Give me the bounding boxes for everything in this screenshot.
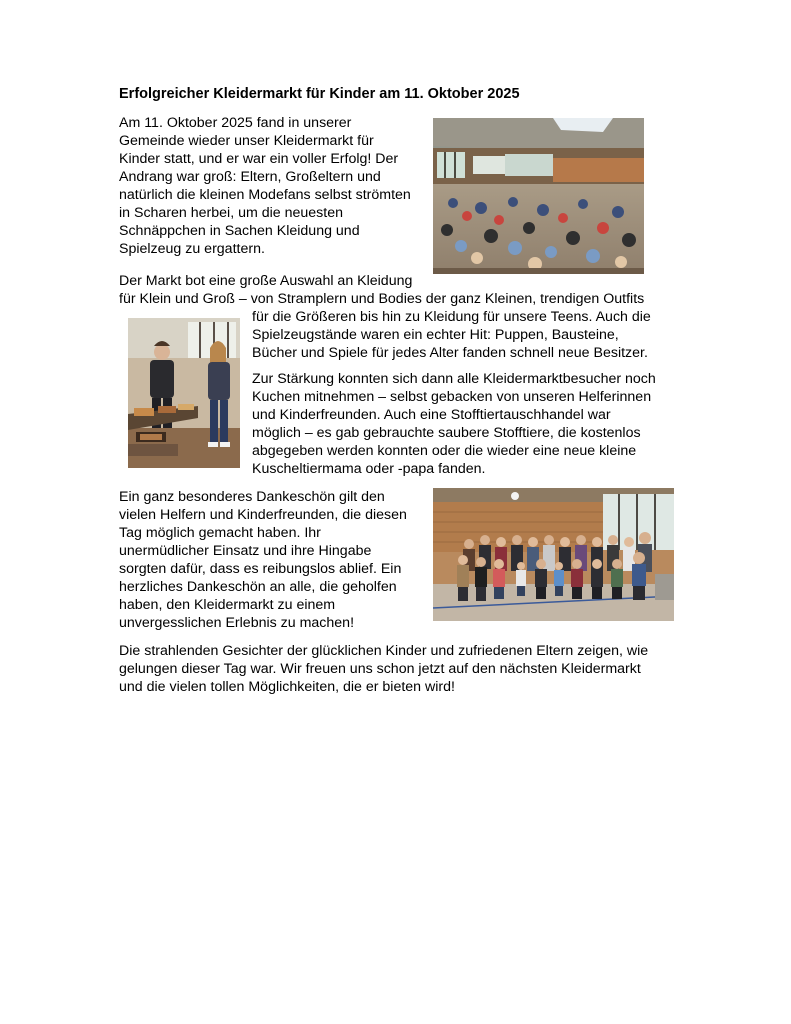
paragraph5-line: Die strahlenden Gesichter der glücklichen Kinder und zufriedenen Eltern zeigen, wie (119, 643, 649, 659)
paragraph1-line: natürlich die kleinen Modefans selbst strömten (119, 187, 411, 203)
paragraph4-line: haben, den Kleidermarkt zu einem (119, 597, 336, 613)
article-title: Erfolgreicher Kleidermarkt für Kinder am 11. Oktober 2025 (119, 86, 520, 102)
paragraph3-line: und Kinderfreunden. Auch eine Stofftiertauschhandel war (252, 407, 611, 423)
paragraph3-line: Kuscheltiermama oder -papa fanden. (252, 461, 486, 477)
paragraph4-line: vielen Helfern und Kinderfreunden, die diesen (119, 507, 407, 523)
paragraph3-line: möglich – es gab gebrauchte saubere Stofftiere, die kostenlos (252, 425, 641, 441)
paragraph5-line: gelungen dieser Tag war. Wir freuen uns schon jetzt auf den nächsten Kleidermarkt (119, 661, 641, 677)
helpers-group-photo (433, 488, 674, 621)
paragraph4-line: unvergesslichen Erlebnis zu machen! (119, 615, 355, 631)
paragraph3-line: Zur Stärkung konnten sich dann alle Kleidermarktbesucher noch (252, 371, 656, 387)
paragraph4-line: sorgten dafür, dass es reibungslos ablief. Ein (119, 561, 402, 577)
paragraph2-line: Bücher und Spiele für jedes Alter fanden schnell neue Besitzer. (252, 345, 648, 361)
paragraph2-line: für die Größeren bis hin zu Kleidung für unsere Teens. Auch die (252, 309, 651, 325)
paragraph1-line: Spielzeug zu ergattern. (119, 241, 265, 257)
paragraph1-line: Andrang war groß: Eltern, Großeltern und (119, 169, 381, 185)
paragraph1-line: in Scharen herbei, um die neuesten (119, 205, 343, 221)
paragraph2-line: Der Markt bot eine große Auswahl an Kleidung (119, 273, 413, 289)
cake-stand-photo (128, 318, 240, 468)
paragraph3-line: Kuchen mitnehmen – selbst gebacken von unseren Helferinnen (252, 389, 652, 405)
paragraph4-line: herzliches Dankeschön an alle, die geholfen (119, 579, 397, 595)
paragraph1-line: Schnäppchen in Sachen Kleidung und (119, 223, 360, 239)
paragraph1-line: Kinder statt, und er war ein voller Erfolg! Der (119, 151, 399, 167)
paragraph4-line: Ein ganz besonderes Dankeschön gilt den (119, 489, 385, 505)
paragraph2-line: Spielzeugstände waren ein echter Hit: Puppen, Bausteine, (252, 327, 619, 343)
paragraph2-line: für Klein und Groß – von Stramplern und Bodies der ganz Kleinen, trendigen Outfits (119, 291, 645, 307)
paragraph4-line: unermüdlicher Einsatz und ihre Hingabe (119, 543, 372, 559)
paragraph4-line: Tag möglich gemacht haben. Ihr (119, 525, 321, 541)
paragraph1-line: Gemeinde wieder unser Kleidermarkt für (119, 133, 374, 149)
paragraph5-line: und die vielen tollen Möglichkeiten, die er bieten wird! (119, 679, 455, 695)
paragraph1-line: Am 11. Oktober 2025 fand in unserer (119, 115, 352, 131)
market-hall-photo (433, 118, 644, 274)
paragraph3-line: abgegeben werden konnten oder die wieder eine neue kleine (252, 443, 637, 459)
